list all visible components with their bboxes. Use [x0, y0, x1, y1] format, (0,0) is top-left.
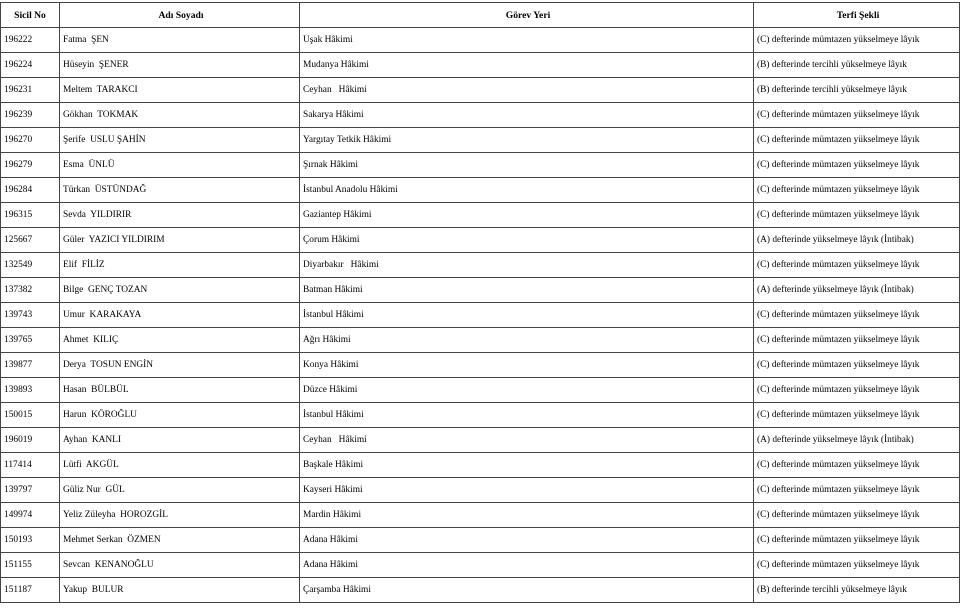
cell-adi-soyadi: Mehmet Serkan ÖZMEN [60, 528, 300, 553]
table-row [1, 578, 960, 603]
cell-adi-soyadi: Bilge GENÇ TOZAN [60, 278, 300, 303]
cell-adi-soyadi: Hasan BÜLBÜL [60, 378, 300, 403]
cell-gorev-yeri: Ceyhan Hâkimi [300, 78, 754, 103]
cell-terfi-sekli: (A) defterinde yükselmeye lâyık (İntibak) [754, 228, 960, 253]
cell-sicil-no: 125667 [1, 228, 60, 253]
cell-terfi-sekli: (C) defterinde mümtazen yükselmeye lâyık [754, 328, 960, 353]
table-row [1, 478, 960, 503]
cell-sicil-no: 139893 [1, 378, 60, 403]
table-row [1, 28, 960, 53]
table-row [1, 403, 960, 428]
cell-terfi-sekli: (C) defterinde mümtazen yükselmeye lâyık [754, 528, 960, 553]
table-row [1, 53, 960, 78]
cell-terfi-sekli: (A) defterinde yükselmeye lâyık (İntibak) [754, 278, 960, 303]
cell-sicil-no: 150015 [1, 403, 60, 428]
cell-gorev-yeri: Konya Hâkimi [300, 353, 754, 378]
cell-terfi-sekli: (C) defterinde mümtazen yükselmeye lâyık [754, 303, 960, 328]
header-terfi-sekli: Terfi Şekli [754, 3, 960, 28]
cell-adi-soyadi: Gökhan TOKMAK [60, 103, 300, 128]
cell-sicil-no: 139797 [1, 478, 60, 503]
cell-sicil-no: 196279 [1, 153, 60, 178]
cell-terfi-sekli: (A) defterinde yükselmeye lâyık (İntibak) [754, 428, 960, 453]
cell-gorev-yeri: İstanbul Hâkimi [300, 303, 754, 328]
cell-sicil-no: 151187 [1, 578, 60, 603]
cell-gorev-yeri: Gaziantep Hâkimi [300, 203, 754, 228]
cell-gorev-yeri: Uşak Hâkimi [300, 28, 754, 53]
cell-terfi-sekli: (C) defterinde mümtazen yükselmeye lâyık [754, 353, 960, 378]
cell-adi-soyadi: Ahmet KILIÇ [60, 328, 300, 353]
table-row [1, 278, 960, 303]
cell-adi-soyadi: Güliz Nur GÜL [60, 478, 300, 503]
table-row [1, 103, 960, 128]
promotion-table [0, 2, 960, 603]
table-row [1, 428, 960, 453]
cell-adi-soyadi: Şerife USLU ŞAHİN [60, 128, 300, 153]
cell-terfi-sekli: (C) defterinde mümtazen yükselmeye lâyık [754, 128, 960, 153]
table-row [1, 353, 960, 378]
table-row [1, 528, 960, 553]
cell-adi-soyadi: Esma ÜNLÜ [60, 153, 300, 178]
table-row [1, 453, 960, 478]
table-body [1, 28, 960, 603]
cell-sicil-no: 132549 [1, 253, 60, 278]
table-row [1, 503, 960, 528]
cell-terfi-sekli: (C) defterinde mümtazen yükselmeye lâyık [754, 203, 960, 228]
cell-adi-soyadi: Sevcan KENANOĞLU [60, 553, 300, 578]
cell-sicil-no: 196284 [1, 178, 60, 203]
cell-adi-soyadi: Fatma ŞEN [60, 28, 300, 53]
cell-gorev-yeri: Adana Hâkimi [300, 528, 754, 553]
cell-sicil-no: 196270 [1, 128, 60, 153]
table-row [1, 328, 960, 353]
cell-gorev-yeri: Diyarbakır Hâkimi [300, 253, 754, 278]
cell-gorev-yeri: Çarşamba Hâkimi [300, 578, 754, 603]
table-row [1, 553, 960, 578]
cell-sicil-no: 196222 [1, 28, 60, 53]
cell-adi-soyadi: Umur KARAKAYA [60, 303, 300, 328]
cell-terfi-sekli: (C) defterinde mümtazen yükselmeye lâyık [754, 403, 960, 428]
cell-sicil-no: 196239 [1, 103, 60, 128]
cell-adi-soyadi: Derya TOSUN ENGİN [60, 353, 300, 378]
cell-terfi-sekli: (C) defterinde mümtazen yükselmeye lâyık [754, 178, 960, 203]
cell-adi-soyadi: Yakup BULUR [60, 578, 300, 603]
cell-sicil-no: 139743 [1, 303, 60, 328]
table-row [1, 303, 960, 328]
cell-gorev-yeri: Düzce Hâkimi [300, 378, 754, 403]
cell-sicil-no: 196315 [1, 203, 60, 228]
cell-terfi-sekli: (C) defterinde mümtazen yükselmeye lâyık [754, 553, 960, 578]
header-adi-soyadi: Adı Soyadı [60, 3, 300, 28]
table-header [1, 3, 960, 28]
cell-adi-soyadi: Hüseyin ŞENER [60, 53, 300, 78]
table-row [1, 128, 960, 153]
cell-terfi-sekli: (C) defterinde mümtazen yükselmeye lâyık [754, 378, 960, 403]
cell-gorev-yeri: Mudanya Hâkimi [300, 53, 754, 78]
cell-sicil-no: 196019 [1, 428, 60, 453]
cell-gorev-yeri: Başkale Hâkimi [300, 453, 754, 478]
cell-sicil-no: 139877 [1, 353, 60, 378]
cell-adi-soyadi: Ayhan KANLI [60, 428, 300, 453]
header-sicil-no: Sicil No [1, 3, 60, 28]
cell-sicil-no: 137382 [1, 278, 60, 303]
table-row [1, 203, 960, 228]
cell-gorev-yeri: Adana Hâkimi [300, 553, 754, 578]
cell-terfi-sekli: (C) defterinde mümtazen yükselmeye lâyık [754, 453, 960, 478]
cell-sicil-no: 196231 [1, 78, 60, 103]
cell-adi-soyadi: Lütfi AKGÜL [60, 453, 300, 478]
cell-gorev-yeri: Kayseri Hâkimi [300, 478, 754, 503]
cell-terfi-sekli: (C) defterinde mümtazen yükselmeye lâyık [754, 253, 960, 278]
cell-gorev-yeri: Ağrı Hâkimi [300, 328, 754, 353]
table-row [1, 78, 960, 103]
cell-terfi-sekli: (C) defterinde mümtazen yükselmeye lâyık [754, 478, 960, 503]
cell-sicil-no: 151155 [1, 553, 60, 578]
cell-sicil-no: 196224 [1, 53, 60, 78]
cell-terfi-sekli: (C) defterinde mümtazen yükselmeye lâyık [754, 503, 960, 528]
cell-sicil-no: 149974 [1, 503, 60, 528]
cell-sicil-no: 150193 [1, 528, 60, 553]
table-row [1, 253, 960, 278]
cell-gorev-yeri: Batman Hâkimi [300, 278, 754, 303]
cell-gorev-yeri: Ceyhan Hâkimi [300, 428, 754, 453]
cell-sicil-no: 139765 [1, 328, 60, 353]
cell-gorev-yeri: İstanbul Hâkimi [300, 403, 754, 428]
cell-adi-soyadi: Yeliz Züleyha HOROZGİL [60, 503, 300, 528]
cell-sicil-no: 117414 [1, 453, 60, 478]
cell-adi-soyadi: Güler YAZICI YILDIRIM [60, 228, 300, 253]
cell-terfi-sekli: (C) defterinde mümtazen yükselmeye lâyık [754, 103, 960, 128]
cell-adi-soyadi: Harun KÖROĞLU [60, 403, 300, 428]
cell-adi-soyadi: Türkan ÜSTÜNDAĞ [60, 178, 300, 203]
cell-gorev-yeri: Mardin Hâkimi [300, 503, 754, 528]
table-row [1, 178, 960, 203]
cell-terfi-sekli: (C) defterinde mümtazen yükselmeye lâyık [754, 28, 960, 53]
cell-adi-soyadi: Elif FİLİZ [60, 253, 300, 278]
cell-terfi-sekli: (B) defterinde tercihli yükselmeye lâyık [754, 578, 960, 603]
cell-gorev-yeri: Yargıtay Tetkik Hâkimi [300, 128, 754, 153]
cell-terfi-sekli: (B) defterinde tercihli yükselmeye lâyık [754, 53, 960, 78]
cell-gorev-yeri: Şırnak Hâkimi [300, 153, 754, 178]
cell-gorev-yeri: Sakarya Hâkimi [300, 103, 754, 128]
cell-gorev-yeri: Çorum Hâkimi [300, 228, 754, 253]
table-row [1, 378, 960, 403]
table-row [1, 228, 960, 253]
table-row [1, 153, 960, 178]
cell-adi-soyadi: Sevda YILDIRIR [60, 203, 300, 228]
header-gorev-yeri: Görev Yeri [300, 3, 754, 28]
cell-adi-soyadi: Meltem TARAKCI [60, 78, 300, 103]
cell-terfi-sekli: (C) defterinde mümtazen yükselmeye lâyık [754, 153, 960, 178]
header-row [1, 3, 960, 28]
cell-gorev-yeri: İstanbul Anadolu Hâkimi [300, 178, 754, 203]
cell-terfi-sekli: (B) defterinde tercihli yükselmeye lâyık [754, 78, 960, 103]
